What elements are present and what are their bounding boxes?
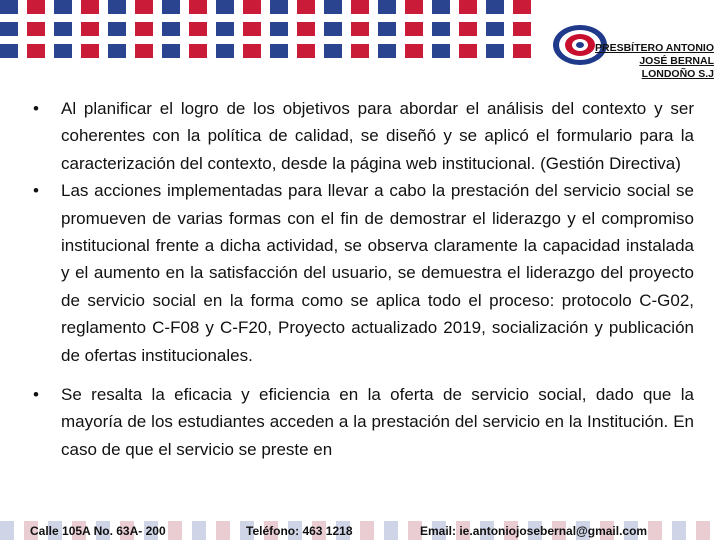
bullet-item: • Al planificar el logro de los objetivos para abordar el análisis del contexto y ser coherentes con la política de calidad, se diseñó y se aplicó el formulario para la caracterización del contexto, desde la página web institucional. (Gestión Directiva) <box>28 95 694 177</box>
footer-email: Email: ie.antoniojosebernal@gmail.com <box>420 524 648 538</box>
slide-body <box>28 95 694 463</box>
bullet-item: • Se resalta la eficacia y eficiencia en la oferta de servicio social, dado que la mayoría de los estudiantes acceden a la prestación del servicio en la Institución. En caso de que el servicio se preste en <box>28 381 694 463</box>
footer-phone: Teléfono: 463 1218 <box>246 524 353 538</box>
school-name-line-1: PRESBÍTERO ANTONIO <box>594 42 714 54</box>
school-name-line-2: JOSÉ BERNAL <box>639 55 714 67</box>
footer-address: Calle 105A No. 63A- 200 <box>30 524 166 538</box>
header-checker-pattern <box>0 0 540 62</box>
school-name-line-3: LONDOÑO S.J <box>641 68 714 80</box>
school-name <box>564 42 714 81</box>
bullet-item: • Las acciones implementadas para llevar a cabo la prestación del servicio social se promueven de varias formas con el fin de demostrar el liderazgo y el compromiso institucional frente a dicha actividad, se observa claramente la capacidad instalada y el aumento en la satisfacción del usuario, se demuestra el liderazgo del proyecto de servicio social en la forma como se aplica todo el proceso: protocolo C-G02, reglamento C-F08 y C-F20, Proyecto actualizado 2019, socialización y publicación de ofertas institucionales. <box>28 177 694 369</box>
